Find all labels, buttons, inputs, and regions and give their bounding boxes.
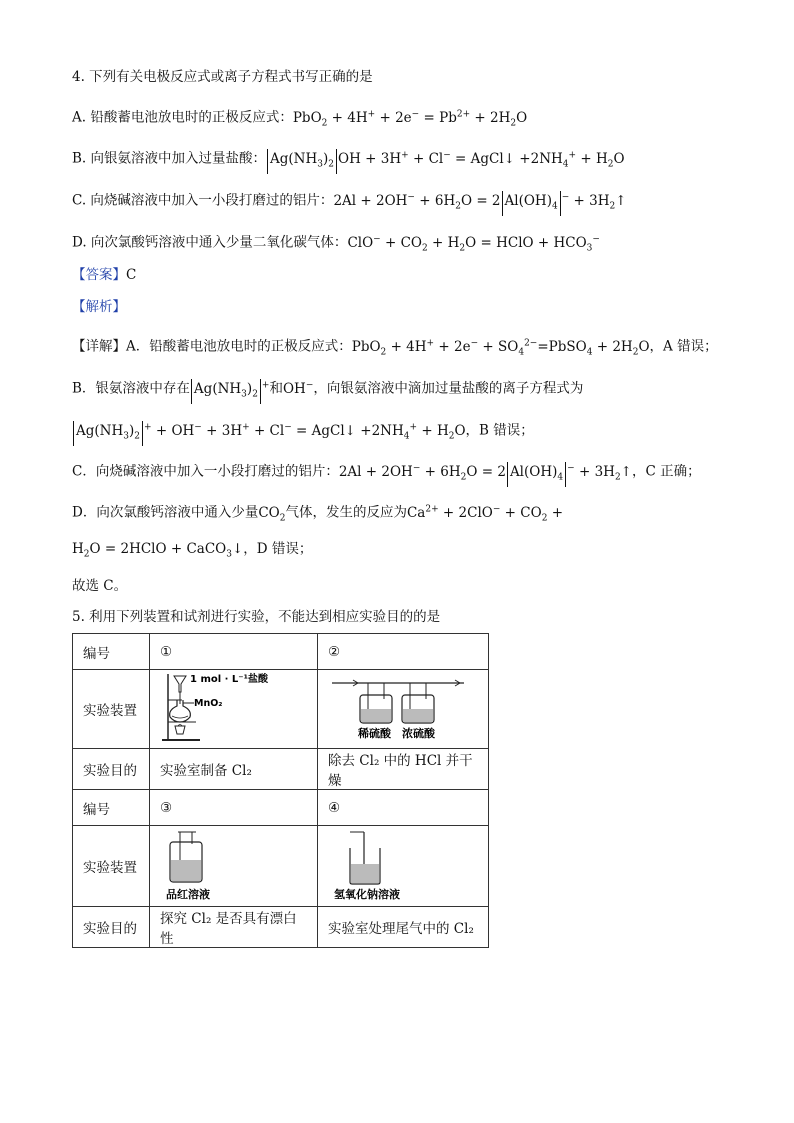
detail-label: 【详解】 [72,338,126,355]
detail-a-equation: $PbO_2 + 4H^+ + 2e^- + SO_4^{2-}=PbSO_4 + 2H_2O$ [351,338,650,358]
detail-d-mid: 气体，发生的反应为 [285,504,407,521]
table-row [73,634,489,670]
purpose-4: 实验室处理尾气中的 Cl₂ [318,907,489,948]
apparatus-3-cell [150,826,318,907]
apparatus-2-diagram [328,673,468,741]
q4-analysis-label: 【解析】 [72,299,126,315]
q4-option-a [72,104,527,133]
apparatus-4-cell [318,826,489,907]
answer-label: 【答案】 [72,267,126,283]
answer-value: C [126,267,137,283]
table-row [73,790,489,826]
detail-d-prefix: D．向次氯酸钙溶液中通入少量 [72,504,259,521]
apparatus-1-acid-label: 1 mol · L⁻¹盐酸 [190,674,268,685]
q4-detail-d-line2 [72,539,312,565]
apparatus-1-mno2-label: MnO₂ [194,698,223,709]
q4-detail-d-line1 [72,499,563,528]
table-row [73,907,489,948]
apparatus-1-diagram [160,670,290,744]
q4-option-c [72,187,627,216]
detail-d-equation-part1: $Ca^{2+} + 2ClO^- + CO_2$ + [406,504,564,524]
detail-b-suffix: ，B 错误； [465,422,534,439]
table-row [73,826,489,907]
detail-a-suffix: ，A 错误； [649,338,718,355]
q4-option-d-equation: $ClO^- + CO_2 + H_2O$ = HClO + $HCO_3^-$ [347,234,600,254]
q4-option-a-prefix: A. 铅酸蓄电池放电时的正极反应式： [72,109,293,126]
row-label-number: 编号 [73,790,150,826]
detail-b-line1-suffix: ，向银氨溶液中滴加过量盐酸的离子方程式为 [313,380,584,397]
cell-number-2: ② [318,634,489,670]
row-label-number: 编号 [73,634,150,670]
cell-number-3: ③ [150,790,318,826]
cell-number-1: ① [150,634,318,670]
detail-d-suffix: ，D 错误； [243,541,313,557]
q4-option-b [72,145,625,174]
q4-detail-b-line2 [72,417,534,446]
q4-option-a-equation: $PbO_2 + 4H^+ + 2e^- = Pb^{2+} + 2H_2O$ [292,109,528,129]
apparatus-3-diagram [160,826,270,902]
apparatus-4-label: 氢氧化钠溶液 [334,888,400,901]
q5-stem: 5. 利用下列装置和试剂进行实验，不能达到相应实验目的的是 [72,609,441,625]
detail-d-co2: $CO_2$ [258,504,286,524]
q5-table [72,633,489,948]
q4-detail-b-line1 [72,375,583,404]
q4-option-b-equation: $Ag(NH_3)_2$ OH + 3H+ + Cl− = AgCl↓ $+2NH_4^+ + H_2O$ [266,151,625,167]
table-row [73,749,489,790]
apparatus-2-conc-label: 浓硫酸 [402,727,435,740]
q4-option-c-equation: $2Al + 2OH^- + 6H_2O = 2$ $Al(OH)_4^-$ + $3H_2↑$ [333,193,626,209]
apparatus-1-cell [150,670,318,749]
apparatus-4-diagram [328,826,458,902]
q4-option-c-prefix: C. 向烧碱溶液中加入一小段打磨过的铝片： [72,192,334,209]
row-label-purpose: 实验目的 [73,749,150,790]
purpose-1: 实验室制备 Cl₂ [150,749,318,790]
apparatus-2-dilute-label: 稀硫酸 [358,727,391,740]
q4-option-d-prefix: D. 向次氯酸钙溶液中通入少量二氧化碳气体： [72,234,348,251]
q4-detail-c [72,458,701,487]
detail-b-mid: 和 [269,380,283,397]
q4-option-d [72,229,600,258]
detail-b-prefix: B．银氨溶液中存在 [72,380,190,397]
detail-c-equation: $2Al + 2OH^- + 6H_2O = 2$ $Al(OH)_4^-$ + $3H_2↑$ [339,464,632,480]
q4-option-b-prefix: B. 向银氨溶液中加入过量盐酸： [72,150,267,167]
table-row [73,670,489,749]
purpose-3: 探究 Cl₂ 是否具有漂白性 [150,907,318,948]
detail-c-suffix: ，C 正确； [631,463,701,480]
q4-answer [72,265,136,285]
detail-b-equation: $Ag(NH_3)_2^+ + OH^- + 3H^+ + Cl^-$ = AgCl↓ $+2NH_4^+ + H_2O$ [72,423,466,439]
q4-stem: 4. 下列有关电极反应式或离子方程式书写正确的是 [72,69,373,85]
detail-c-prefix: C．向烧碱溶液中加入一小段打磨过的铝片： [72,463,339,480]
row-label-purpose: 实验目的 [73,907,150,948]
row-label-apparatus: 实验装置 [73,670,150,749]
purpose-2: 除去 Cl₂ 中的 HCl 并干燥 [318,749,489,790]
detail-b-ion1: $Ag(NH_3)_2^+$ [190,381,270,397]
cell-number-4: ④ [318,790,489,826]
q4-conclusion: 故选 C。 [72,578,128,594]
detail-b-ion2: OH− [282,380,314,397]
detail-d-equation-part2: $H_2O$ = 2HClO + CaCO$_3$↓ [72,541,244,560]
q4-detail-a [72,333,718,362]
row-label-apparatus: 实验装置 [73,826,150,907]
apparatus-3-label: 品红溶液 [166,888,210,901]
detail-a-prefix: A．铅酸蓄电池放电时的正极反应式： [126,338,352,355]
apparatus-2-cell [318,670,489,749]
